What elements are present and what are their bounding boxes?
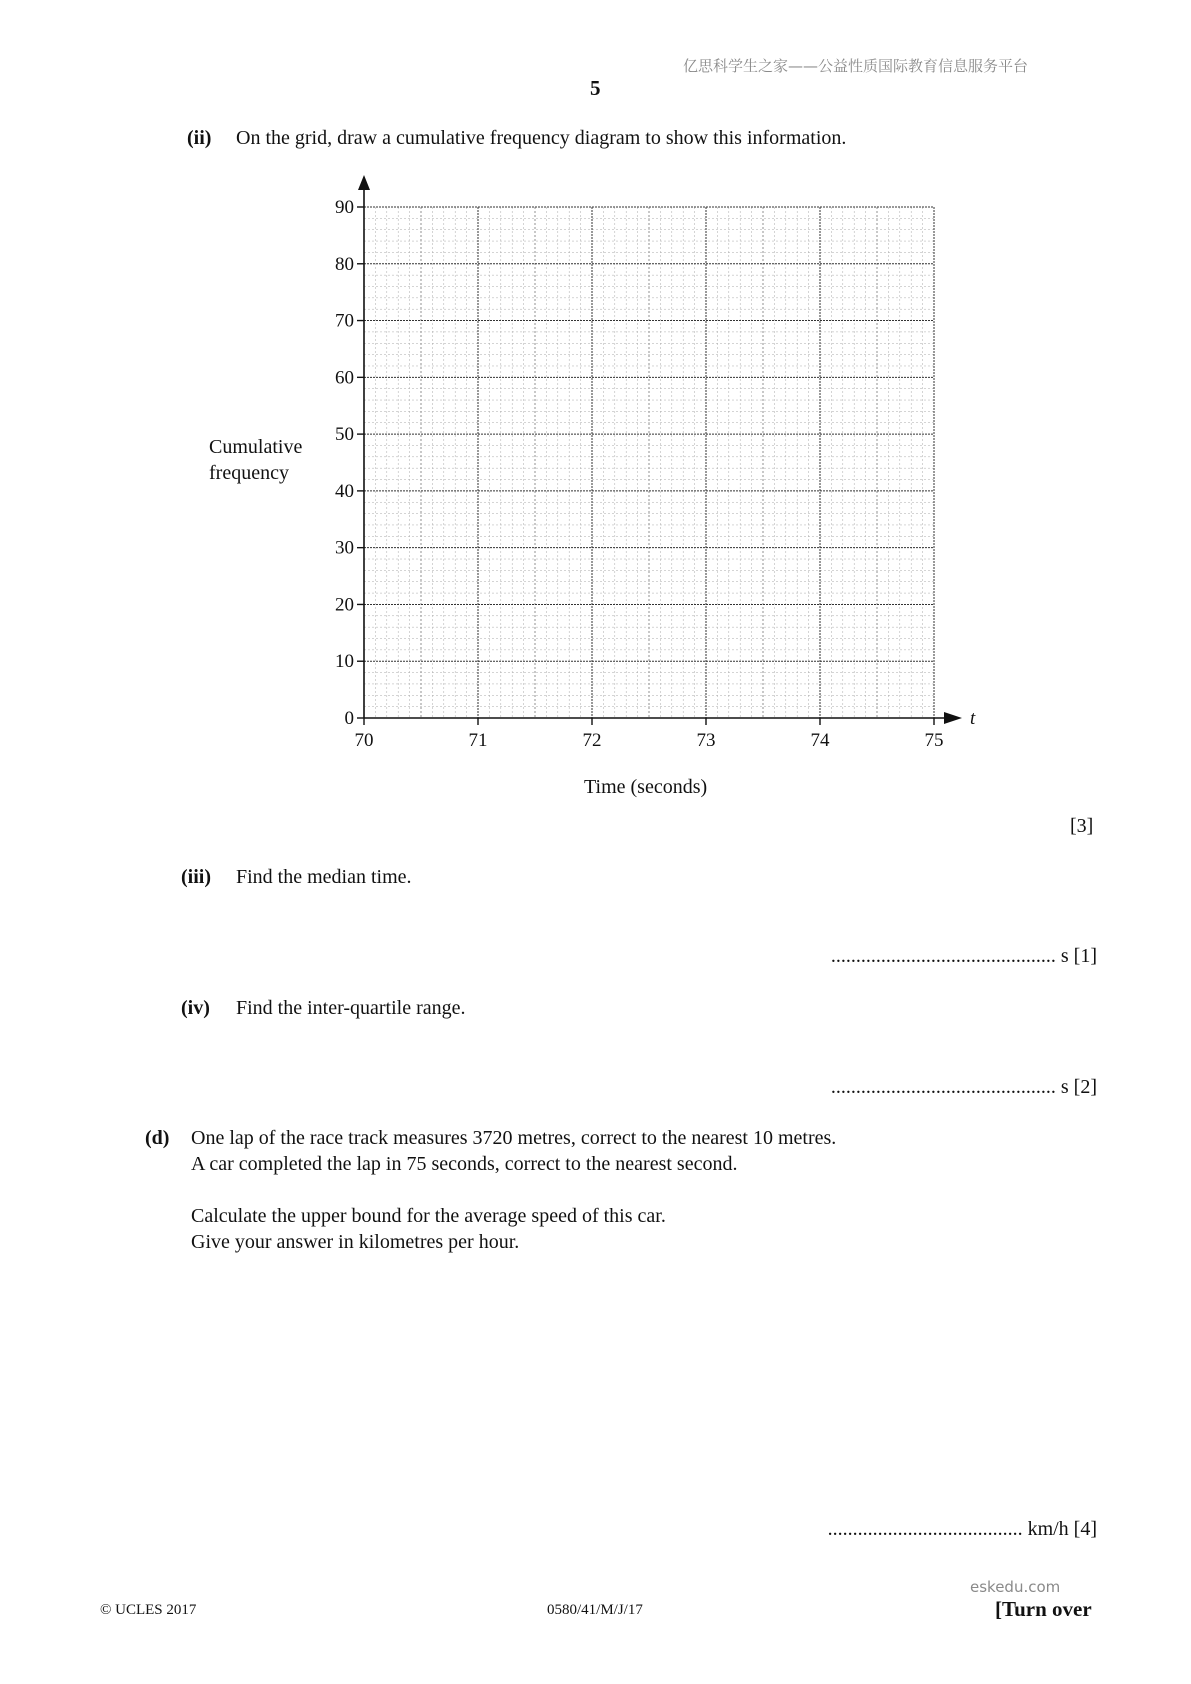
x-axis-symbol: t <box>970 708 976 729</box>
y-tick-label: 80 <box>335 253 354 275</box>
header-watermark: 亿思科学生之家——公益性质国际教育信息服务平台 <box>683 57 1029 75</box>
part-ii-marks: [3] <box>1070 815 1094 837</box>
part-iii-answer-line[interactable]: ............................................. s [1] <box>830 945 1097 967</box>
y-tick-label: 30 <box>335 537 354 559</box>
part-d-label: (d) <box>145 1127 170 1149</box>
part-iii-text: Find the median time. <box>236 866 412 888</box>
x-axis-title: Time (seconds) <box>584 776 708 798</box>
x-tick-label: 72 <box>582 730 602 751</box>
x-tick-label: 75 <box>924 730 944 751</box>
y-tick-label: 60 <box>335 367 354 389</box>
part-d-line4: Give your answer in kilometres per hour. <box>191 1231 520 1253</box>
part-ii-label: (ii) <box>187 127 212 149</box>
cumulative-frequency-grid <box>0 0 1191 800</box>
y-tick-label: 90 <box>335 197 354 218</box>
part-d-line2: A car completed the lap in 75 seconds, correct to the nearest second. <box>191 1153 738 1175</box>
part-ii-text: On the grid, draw a cumulative frequency diagram to show this information. <box>236 127 847 149</box>
y-tick-label: 70 <box>335 310 354 332</box>
part-iv-text: Find the inter-quartile range. <box>236 997 466 1019</box>
x-tick-label: 71 <box>468 730 488 751</box>
x-tick-label: 70 <box>354 730 374 751</box>
footer-turn-over: [Turn over <box>995 1597 1092 1621</box>
footer-paper-code: 0580/41/M/J/17 <box>547 1602 643 1618</box>
part-d-line1: One lap of the race track measures 3720 metres, correct to the nearest 10 metres. <box>191 1127 837 1149</box>
part-iv-label: (iv) <box>181 997 210 1019</box>
part-d-answer-line[interactable]: ....................................... km/h [4] <box>827 1518 1097 1540</box>
x-axis-arrow <box>944 712 962 724</box>
part-d-line3: Calculate the upper bound for the average speed of this car. <box>191 1205 666 1227</box>
y-tick-label: 20 <box>335 594 354 616</box>
y-tick-label: 40 <box>335 480 354 502</box>
footer-site-watermark: eskedu.com <box>970 1578 1061 1596</box>
y-axis-arrow <box>358 175 370 190</box>
y-axis-title-line1: Cumulative <box>209 436 303 458</box>
x-tick-label: 74 <box>810 730 830 751</box>
y-tick-label: 10 <box>335 651 354 673</box>
y-axis-title-line2: frequency <box>209 462 289 484</box>
footer-copyright: © UCLES 2017 <box>100 1602 197 1618</box>
part-iii-label: (iii) <box>181 866 211 888</box>
y-tick-label: 0 <box>344 708 354 729</box>
page-number: 5 <box>590 76 601 100</box>
y-tick-label: 50 <box>335 424 354 446</box>
x-tick-label: 73 <box>696 730 716 751</box>
part-iv-answer-line[interactable]: ............................................. s [2] <box>830 1076 1097 1098</box>
